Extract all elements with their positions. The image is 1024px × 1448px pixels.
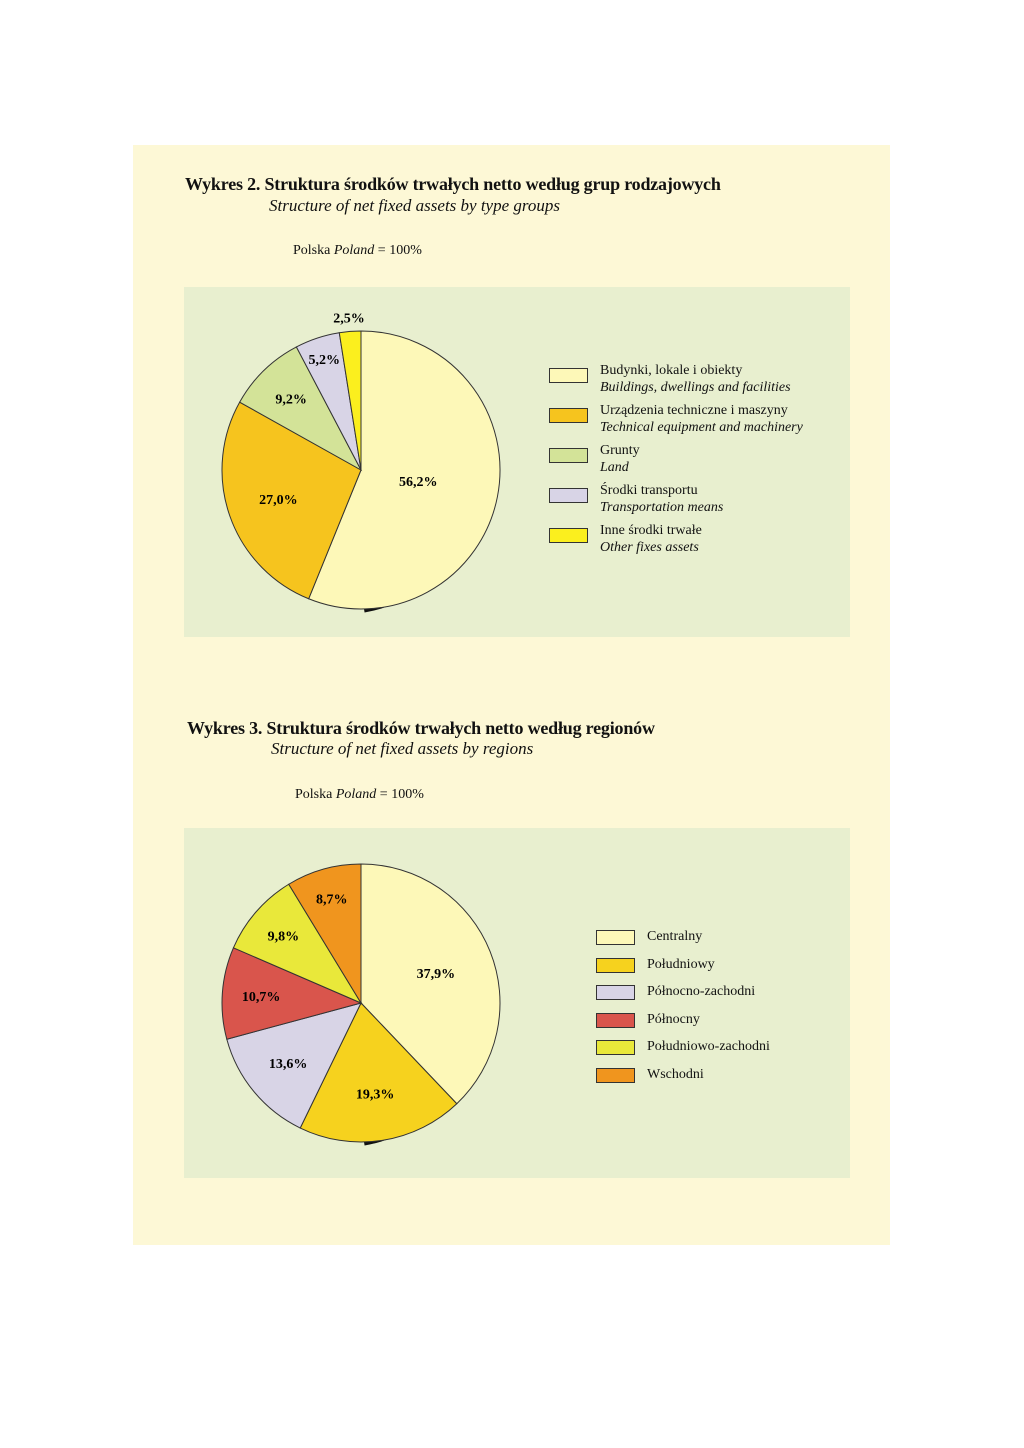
slice-label: 19,3% bbox=[355, 1087, 395, 1103]
legend-label bbox=[647, 928, 702, 945]
chart-panel bbox=[184, 287, 850, 637]
chart-basis bbox=[295, 787, 424, 803]
legend-label-pl: Grunty bbox=[600, 443, 640, 458]
slice-label: 37,9% bbox=[416, 967, 456, 983]
slice-label: 9,8% bbox=[267, 929, 300, 945]
chart-panel bbox=[184, 828, 850, 1178]
basis-value: = 100% bbox=[377, 243, 422, 258]
legend-swatch bbox=[596, 985, 635, 1000]
legend-label bbox=[600, 482, 723, 516]
legend-label-en: Transportation means bbox=[600, 500, 724, 515]
legend-label bbox=[647, 983, 755, 1000]
legend-label bbox=[647, 1066, 704, 1083]
legend-swatch bbox=[549, 528, 588, 543]
slice-label: 27,0% bbox=[259, 492, 298, 508]
legend-label-pl: Południowy bbox=[647, 956, 715, 972]
legend-label bbox=[647, 1011, 700, 1028]
legend-label-en: Buildings, dwellings and facilities bbox=[600, 380, 791, 395]
legend-label-pl: Urządzenia techniczne i maszyny bbox=[600, 403, 788, 418]
legend-label bbox=[600, 402, 803, 436]
legend-label bbox=[600, 442, 640, 476]
legend-label bbox=[600, 362, 791, 396]
legend-label-pl: Budynki, lokale i obiekty bbox=[600, 363, 743, 378]
chart-subtitle: Structure of net fixed assets by type groups bbox=[269, 196, 560, 215]
basis-pl: Polska bbox=[293, 243, 331, 258]
legend-swatch bbox=[549, 448, 588, 463]
basis-en: Poland bbox=[333, 243, 375, 258]
slice-label: 13,6% bbox=[268, 1057, 308, 1073]
basis-value: = 100% bbox=[379, 787, 424, 802]
legend-label bbox=[647, 1038, 770, 1055]
slice-label: 9,2% bbox=[275, 392, 307, 408]
legend-label-pl: Południowo-zachodni bbox=[647, 1039, 770, 1054]
slice-label: 5,2% bbox=[308, 353, 341, 369]
legend-swatch bbox=[596, 1068, 635, 1083]
legend-label-pl: Północno-zachodni bbox=[647, 984, 756, 999]
pie-chart-type-groups bbox=[184, 287, 850, 637]
legend-label bbox=[600, 522, 702, 556]
basis-en: Poland bbox=[335, 787, 377, 802]
legend-label bbox=[647, 956, 715, 973]
legend-swatch bbox=[549, 368, 588, 383]
slice-label: 10,7% bbox=[241, 989, 281, 1005]
legend-swatch bbox=[596, 1040, 635, 1055]
legend-label-pl: Północny bbox=[647, 1011, 700, 1027]
legend-label-pl: Wschodni bbox=[647, 1066, 704, 1082]
slice-label: 2,5% bbox=[333, 311, 365, 327]
slice-label: 56,2% bbox=[399, 475, 438, 491]
legend-swatch bbox=[549, 488, 588, 503]
legend-label-en: Other fixes assets bbox=[600, 540, 699, 555]
basis-pl: Polska bbox=[295, 787, 333, 802]
chart-basis bbox=[293, 243, 422, 259]
legend-swatch bbox=[596, 930, 635, 945]
report-page bbox=[133, 145, 890, 1245]
legend-label-pl: Centralny bbox=[647, 929, 703, 944]
chart-title: Wykres 3. Struktura środków trwałych netto według regionów bbox=[187, 718, 655, 738]
legend-swatch bbox=[596, 1013, 635, 1028]
legend-label-pl: Inne środki trwałe bbox=[600, 523, 702, 538]
legend-label-en: Technical equipment and machinery bbox=[600, 420, 803, 435]
slice-label: 8,7% bbox=[315, 892, 348, 908]
legend-label-en: Land bbox=[600, 460, 629, 475]
legend-label-pl: Środki transportu bbox=[600, 483, 698, 498]
pie-chart-regions bbox=[184, 828, 850, 1178]
legend-swatch bbox=[596, 958, 635, 973]
chart-title: Wykres 2. Struktura środków trwałych netto według grup rodzajowych bbox=[185, 174, 721, 194]
chart-subtitle: Structure of net fixed assets by regions bbox=[271, 739, 534, 758]
legend-swatch bbox=[549, 408, 588, 423]
